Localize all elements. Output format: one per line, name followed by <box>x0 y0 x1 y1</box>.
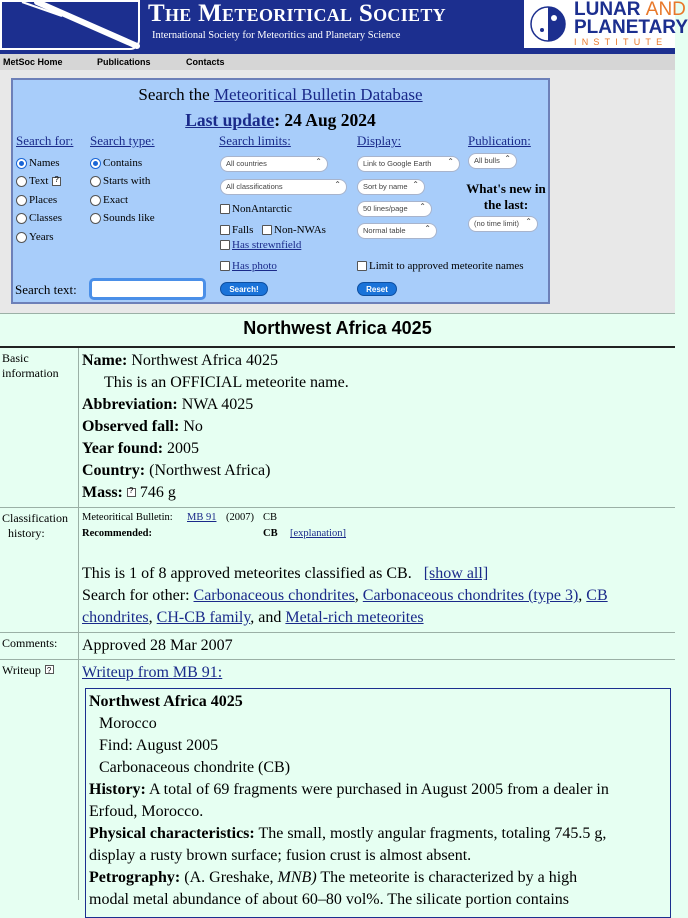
mb91-link[interactable]: MB 91 <box>187 512 217 523</box>
nonantarctic-checkbox[interactable]: NonAntarctic <box>220 203 292 215</box>
countries-select[interactable]: All countries ⌃ <box>220 156 328 172</box>
site-header <box>0 0 688 54</box>
divider <box>0 632 675 633</box>
lpi-word-planetary: PLANETARY <box>574 17 688 38</box>
abbreviation-row: Abbreviation: NWA 4025 <box>82 396 254 413</box>
search-other-row: Search for other: Carbonaceous chondrites, Carbonaceous chondrites (type 3), CB <box>82 587 608 604</box>
lines-select[interactable]: 50 lines/page ⌃ <box>357 201 432 217</box>
mass-row: Mass:? 746 g <box>82 484 176 502</box>
bulletin-class: CB <box>263 512 278 523</box>
classifications-select[interactable]: All classifications ⌃ <box>220 179 347 195</box>
writeup-country: Morocco <box>99 715 157 732</box>
writeup-label: Writeup? <box>2 663 54 678</box>
search-for-heading[interactable]: Search for: <box>16 133 74 148</box>
carbonaceous-link[interactable]: Carbonaceous chondrites <box>193 587 355 604</box>
writeup-history: History: A total of 69 fragments were purchased in August 2005 from a dealer in <box>89 781 609 798</box>
cb-chondrites-link-cont[interactable]: chondrites <box>82 609 149 626</box>
bulletin-label: Meteoritical Bulletin: <box>82 512 173 523</box>
nav-publications[interactable]: Publications <box>97 57 151 67</box>
recommended-label: Recommended: <box>82 528 152 539</box>
last-update-link[interactable]: Last update <box>185 110 275 130</box>
lpi-logo[interactable] <box>524 0 688 48</box>
approved-count-row: This is 1 of 8 approved meteorites classified as CB. [show all] <box>82 565 489 582</box>
sort-select[interactable]: Sort by name ⌃ <box>357 179 425 195</box>
radio-starts-with[interactable]: Starts with <box>90 175 150 187</box>
search-button[interactable]: Search! <box>220 282 268 296</box>
search-type-heading[interactable]: Search type: <box>90 133 155 148</box>
table-select[interactable]: Normal table ⌃ <box>357 223 437 239</box>
meteor-icon <box>2 2 142 52</box>
lpi-word-institute: INSTITUTE <box>574 37 668 47</box>
writeup-physical: Physical characteristics: The small, mostly angular fragments, totaling 745.5 g, <box>89 825 607 842</box>
last-update-value: : 24 Aug 2024 <box>274 110 376 130</box>
radio-sounds-like[interactable]: Sounds like <box>90 212 155 224</box>
writeup-history-2: Erfoud, Morocco. <box>89 803 204 820</box>
search-text-input[interactable] <box>89 278 206 300</box>
strewnfield-checkbox[interactable]: Has strewnfield <box>220 239 301 251</box>
divider <box>0 346 675 348</box>
society-title[interactable]: The Meteoritical Society <box>148 0 446 27</box>
explanation-link[interactable]: [explanation] <box>290 528 346 539</box>
divider <box>0 659 675 660</box>
divider <box>0 313 675 314</box>
mass-help-icon[interactable] <box>127 488 136 497</box>
publication-heading[interactable]: Publication: <box>468 133 531 148</box>
radio-names[interactable]: Names <box>16 157 60 169</box>
meteorite-title: Northwest Africa 4025 <box>243 318 432 338</box>
radio-years[interactable]: Years <box>16 231 54 243</box>
metal-rich-link[interactable]: Metal-rich meteorites <box>285 609 424 626</box>
divider <box>0 507 675 508</box>
classification-label: Classification history: <box>2 511 68 540</box>
name-row: Name: Northwest Africa 4025 <box>82 352 278 369</box>
lpi-word-and: AND <box>645 0 686 20</box>
writeup-source-link[interactable]: Writeup from MB 91: <box>82 664 223 681</box>
search-other-row-2: chondrites, CH-CB family, and Metal-rich meteorites <box>82 609 424 626</box>
radio-classes[interactable]: Classes <box>16 212 62 224</box>
official-note: This is an OFFICIAL meteorite name. <box>104 374 349 391</box>
has-photo-checkbox[interactable]: Has photo <box>220 260 277 272</box>
display-heading[interactable]: Display: <box>357 133 402 148</box>
search-text-label: Search text: <box>15 282 77 297</box>
nav-metsoc-home[interactable]: MetSoc Home <box>3 57 63 67</box>
lpi-emblem-icon <box>528 4 568 44</box>
writeup-title: Northwest Africa 4025 <box>89 693 243 710</box>
observed-fall-row: Observed fall: No <box>82 418 203 435</box>
radio-exact[interactable]: Exact <box>90 194 128 206</box>
comments-value: Approved 28 Mar 2007 <box>82 637 233 654</box>
database-link[interactable]: Meteoritical Bulletin Database <box>213 85 423 104</box>
cb-chondrites-link[interactable]: CB <box>586 587 608 604</box>
writeup-petrography: Petrography: (A. Greshake, MNB) The meteorite is characterized by a high <box>89 869 578 886</box>
basic-info-label: Basic information <box>2 351 59 380</box>
year-found-row: Year found: 2005 <box>82 440 200 457</box>
recommended-class: CB <box>263 528 278 539</box>
lpi-word-lunar: LUNAR <box>574 0 641 20</box>
writeup-find: Find: August 2005 <box>99 737 219 754</box>
country-row: Country: (Northwest Africa) <box>82 462 271 479</box>
writeup-physical-2: display a rusty brown surface; fusion crust is almost absent. <box>89 847 472 864</box>
search-limits-heading[interactable]: Search limits: <box>219 133 291 148</box>
reset-button[interactable]: Reset <box>357 282 397 296</box>
radio-places[interactable]: Places <box>16 194 57 206</box>
link-select[interactable]: Link to Google Earth ⌃ <box>357 156 460 172</box>
metsoc-logo[interactable] <box>0 0 140 50</box>
non-nwas-checkbox[interactable]: Non-NWAs <box>262 224 326 236</box>
writeup-class: Carbonaceous chondrite (CB) <box>99 759 291 776</box>
bulls-select[interactable]: All bulls ⌃ <box>468 153 517 169</box>
ch-cb-family-link[interactable]: CH-CB family <box>156 609 251 626</box>
radio-contains[interactable]: Contains <box>90 157 142 169</box>
help-icon[interactable] <box>52 177 61 186</box>
falls-checkbox[interactable]: Falls <box>220 224 253 236</box>
comments-label: Comments: <box>2 636 58 650</box>
search-panel <box>11 78 550 304</box>
writeup-help-icon[interactable] <box>45 665 54 674</box>
bulletin-year: (2007) <box>226 512 254 523</box>
show-all-link[interactable]: [show all] <box>423 565 489 582</box>
limit-approved-checkbox[interactable]: Limit to approved meteorite names <box>357 260 524 272</box>
whats-new-label: What's new in the last: <box>466 181 546 212</box>
column-divider <box>78 348 79 900</box>
time-limit-select[interactable]: (no time limit) ⌃ <box>468 216 538 232</box>
carbonaceous-type3-link[interactable]: Carbonaceous chondrites (type 3) <box>362 587 579 604</box>
society-subtitle: International Society for Meteoritics and Planetary Science <box>152 30 401 41</box>
nav-contacts[interactable]: Contacts <box>186 57 225 67</box>
search-title-prefix: Search the <box>138 85 214 104</box>
radio-text[interactable]: Text ? <box>16 175 61 187</box>
top-nav <box>0 54 675 70</box>
writeup-header <box>82 664 222 682</box>
writeup-petrography-2: modal metal abundance of about 60–80 vol%. The silicate portion contains <box>89 891 570 908</box>
